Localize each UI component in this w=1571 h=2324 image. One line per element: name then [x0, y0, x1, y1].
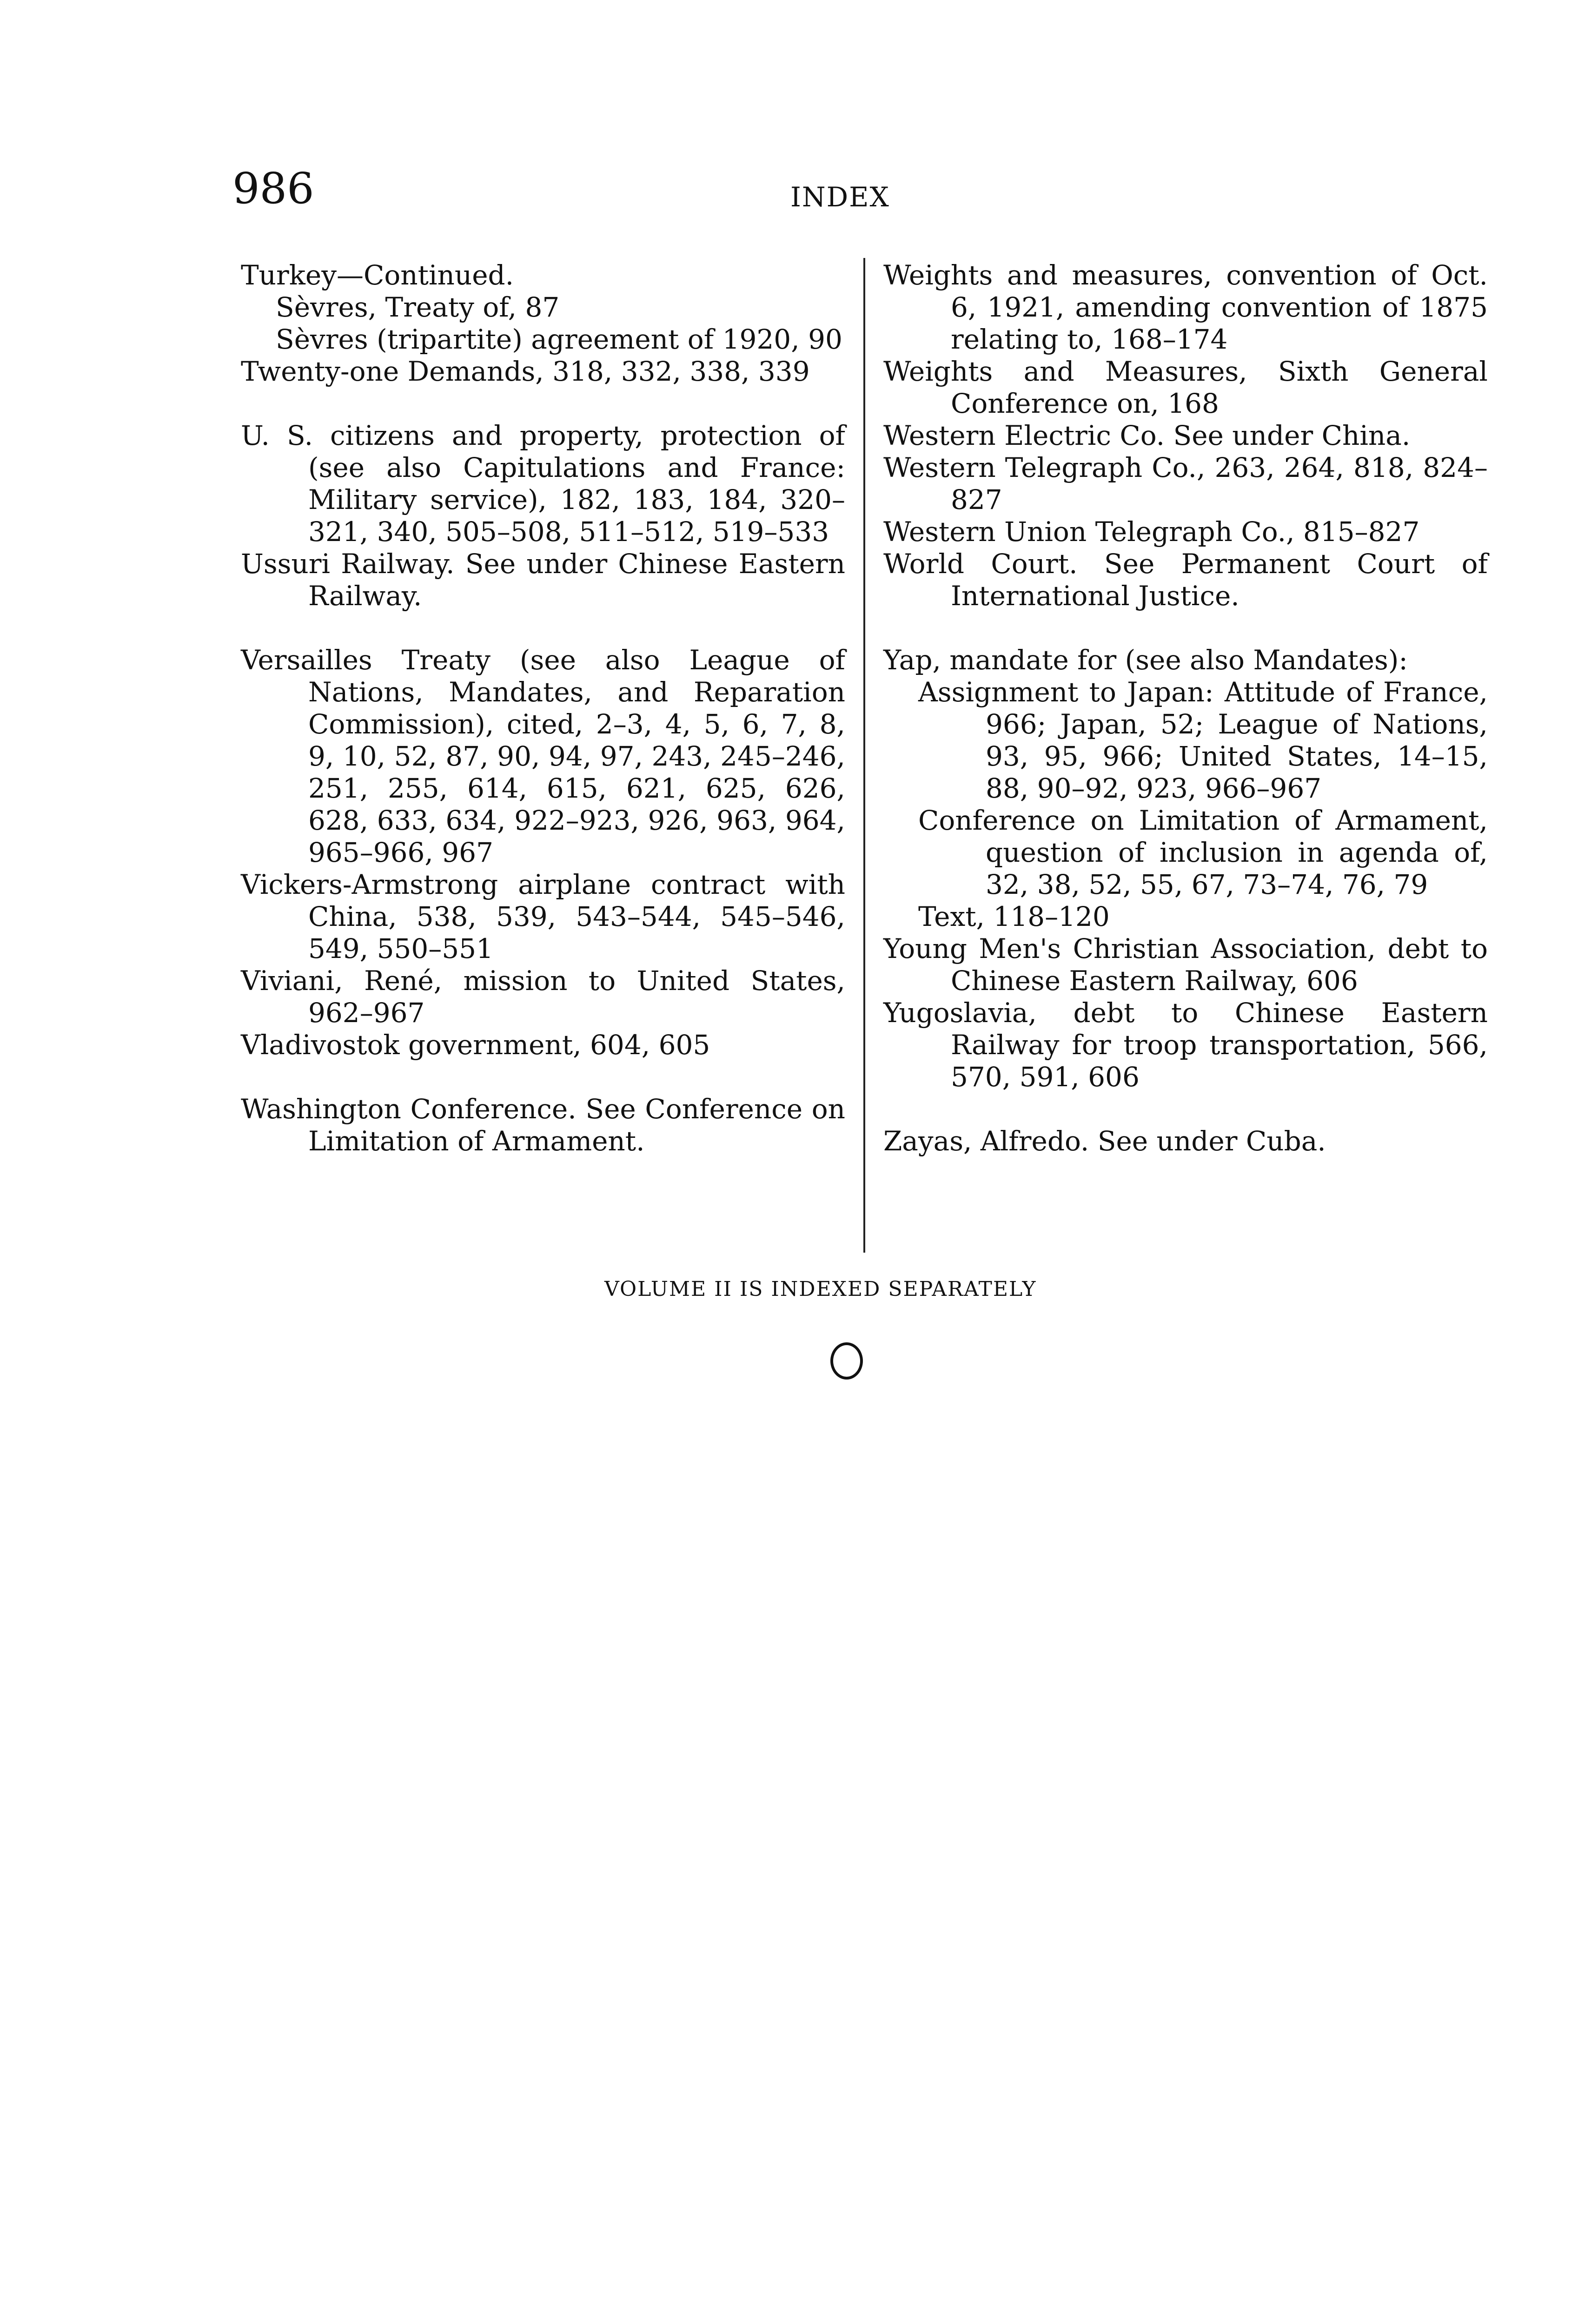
end-mark-icon: [830, 1342, 863, 1380]
footer-note: VOLUME II IS INDEXED SEPARATELY: [604, 1277, 1037, 1301]
index-subentry: Conference on Limitation of Armament, question of inclusion in agenda of, 32, 38, 52, 55, 67, 73–74, 76, 79: [918, 805, 1488, 900]
index-entry: U. S. citizens and property, protection of (see also Capitulations and France: Military service), 182, 183, 184, 320–321, 340, 505–508, 511–512, 519–533: [241, 420, 845, 548]
index-entry: Viviani, René, mission to United States, 962–967: [241, 965, 845, 1029]
index-subentry: Assignment to Japan: Attitude of France, 966; Japan, 52; League of Nations, 93, 95, 966; United States, 14–15, 88, 90–92, 923, 966–967: [918, 676, 1488, 804]
index-entry: Yugoslavia, debt to Chinese Eastern Railway for troop transportation, 566, 570, 591, 606: [883, 997, 1488, 1093]
index-entry: Western Telegraph Co., 263, 264, 818, 824–827: [883, 452, 1488, 515]
column-divider: [863, 258, 865, 1253]
left-column: [241, 259, 845, 1157]
index-entry: Western Union Telegraph Co., 815–827: [883, 516, 1420, 548]
index-entry: Versailles Treaty (see also League of Nations, Mandates, and Reparation Commission), cited, 2–3, 4, 5, 6, 7, 8, 9, 10, 52, 87, 90, 94, 97, 243, 245–246, 251, 255, 614, 615, 621, 625, 626, 628, 633, 634, 922–923, 926, 963, 964, 965–966, 967: [241, 644, 845, 868]
index-subentry: Sèvres (tripartite) agreement of 1920, 90: [276, 324, 842, 355]
index-entry: Weights and measures, convention of Oct. 6, 1921, amending convention of 1875 relating to, 168–174: [883, 259, 1488, 355]
index-entry: Twenty-one Demands, 318, 332, 338, 339: [241, 356, 810, 387]
index-entry: Ussuri Railway. See under Chinese Eastern Railway.: [241, 548, 845, 612]
right-column: [883, 259, 1488, 1157]
page-number: 986: [232, 164, 314, 213]
index-entry: Yap, mandate for (see also Mandates):: [883, 644, 1408, 676]
index-subentry: Text, 118–120: [918, 901, 1110, 932]
index-subentry: Sèvres, Treaty of, 87: [276, 291, 560, 323]
index-entry: Western Electric Co. See under China.: [883, 420, 1411, 451]
index-entry: Washington Conference. See Conference on Limitation of Armament.: [241, 1093, 845, 1157]
index-entry: Vickers-Armstrong airplane contract with China, 538, 539, 543–544, 545–546, 549, 550–551: [241, 869, 845, 964]
index-entry: Weights and Measures, Sixth General Conference on, 168: [883, 356, 1488, 419]
index-entry: Vladivostok government, 604, 605: [241, 1029, 710, 1061]
index-entry: Young Men's Christian Association, debt to Chinese Eastern Railway, 606: [883, 933, 1488, 997]
running-head: INDEX: [790, 181, 890, 213]
index-entry: World Court. See Permanent Court of International Justice.: [883, 548, 1488, 612]
index-entry: Turkey—Continued.: [241, 259, 514, 291]
index-entry: Zayas, Alfredo. See under Cuba.: [883, 1125, 1326, 1157]
